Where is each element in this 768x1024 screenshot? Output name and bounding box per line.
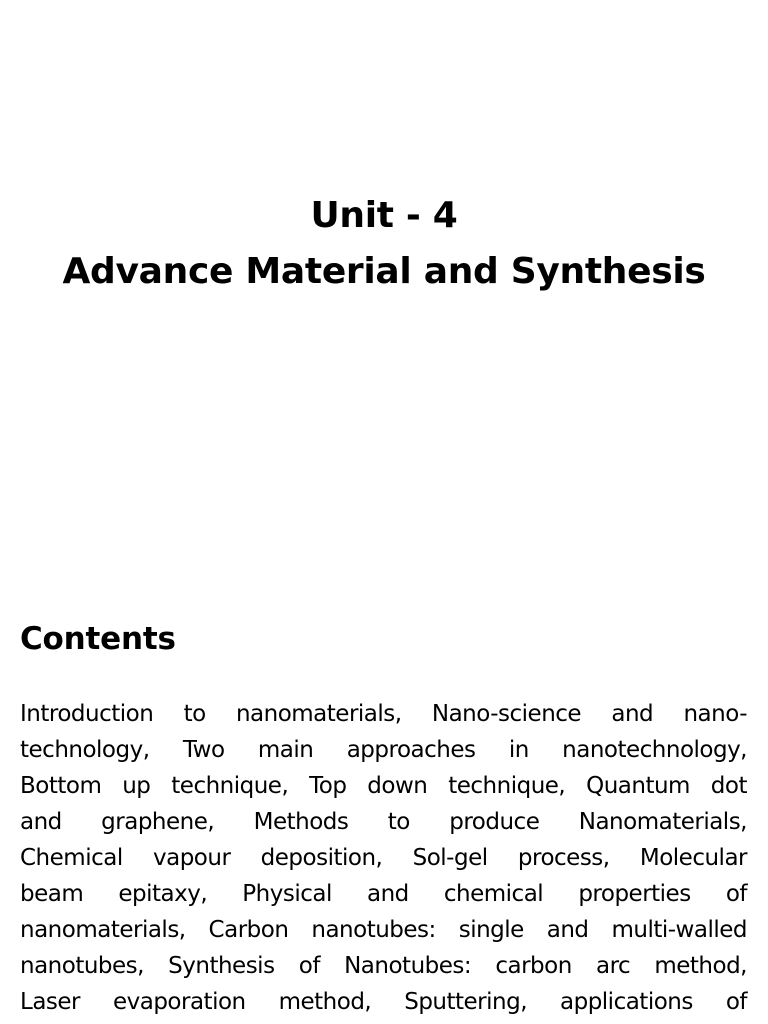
contents-line: Introduction to nanomaterials, Nano-science and nano- <box>20 701 747 727</box>
contents-line: Chemical vapour deposition, Sol-gel process, Molecular <box>20 845 747 871</box>
contents-line: technology, Two main approaches in nanotechnology, <box>20 737 747 763</box>
unit-title: Unit - 4 <box>310 195 458 236</box>
contents-heading: Contents <box>20 621 176 657</box>
contents-paragraph <box>20 696 747 1020</box>
unit-subtitle: Advance Material and Synthesis <box>62 251 706 292</box>
contents-line: and graphene, Methods to produce Nanomaterials, <box>20 809 747 835</box>
contents-line: beam epitaxy, Physical and chemical properties of <box>20 881 747 907</box>
slide-title <box>0 188 768 300</box>
contents-line: nanomaterials, Carbon nanotubes: single and multi-walled <box>20 917 747 943</box>
contents-line: Bottom up technique, Top down technique, Quantum dot <box>20 773 747 799</box>
contents-line: Laser evaporation method, Sputtering, applications of <box>20 989 747 1015</box>
contents-line: nanotubes, Synthesis of Nanotubes: carbon arc method, <box>20 953 747 979</box>
